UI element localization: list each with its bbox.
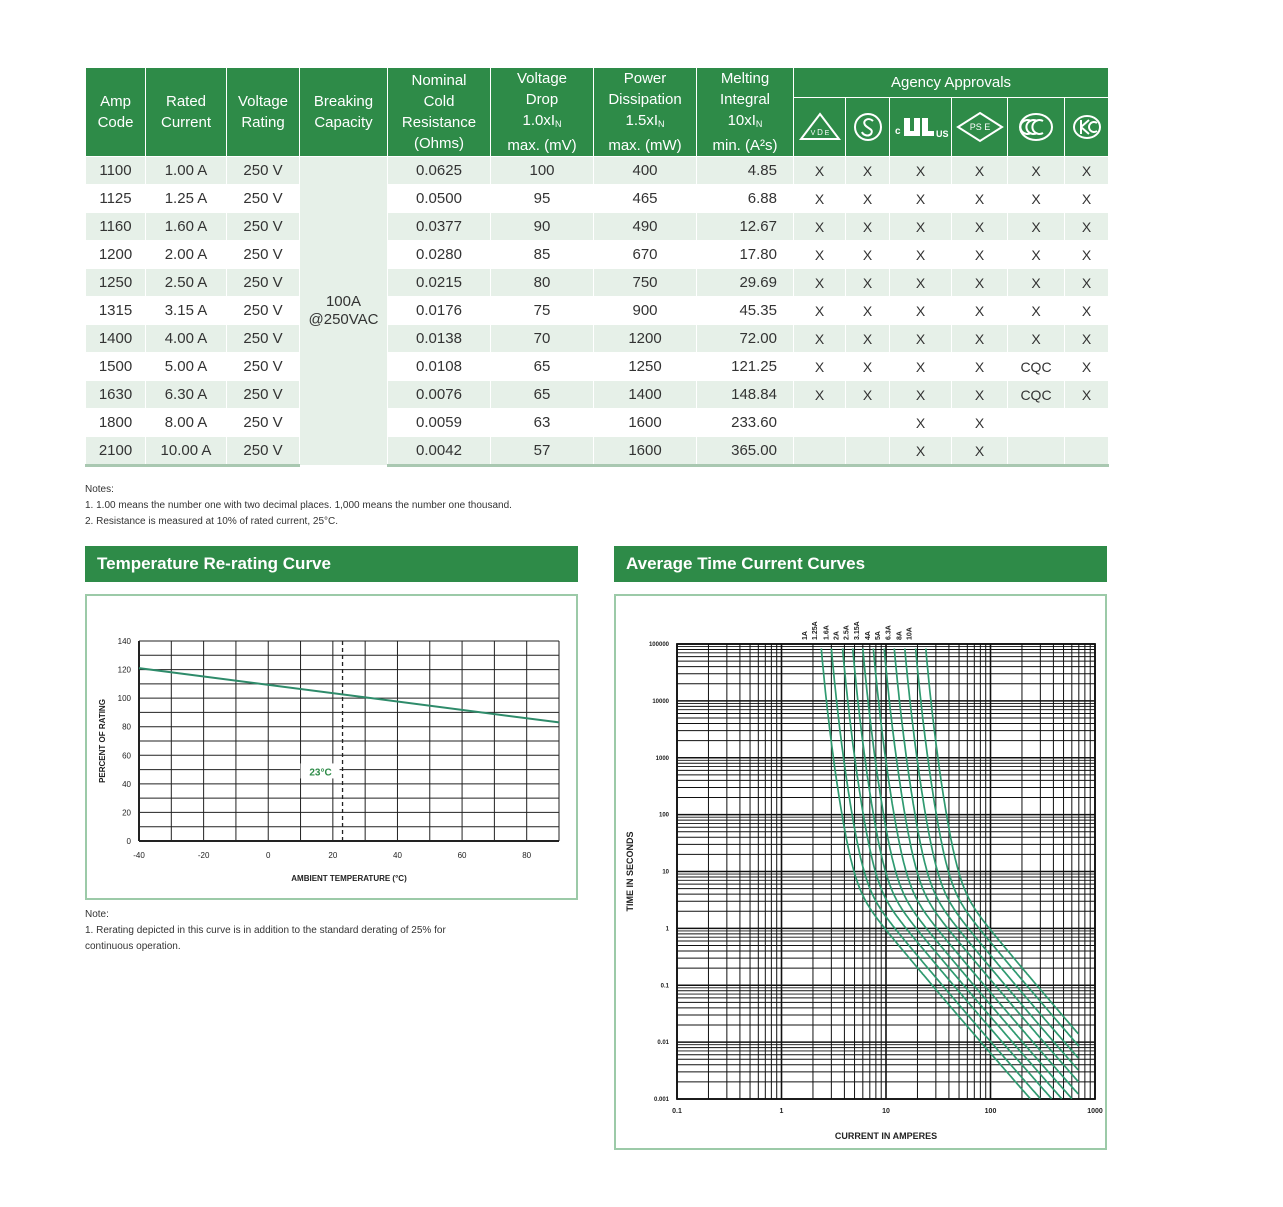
header-text: Nominal: [411, 72, 467, 89]
note-line: 1. Rerating depicted in this curve is in addition to the standard derating of 25% for: [85, 925, 446, 936]
header-text: Resistance: [401, 114, 477, 131]
cell-approval-ccc: X: [1008, 297, 1065, 325]
table-row: [86, 381, 1109, 409]
header-text: Agency Approvals: [890, 74, 1012, 92]
cell-melting-integral: 12.67: [697, 213, 794, 241]
cell-approval-vde: X: [794, 353, 846, 381]
cell-approval-ccc: X: [1008, 269, 1065, 297]
cell-power-dissipation: 465: [594, 185, 697, 213]
curve-1.6A: [843, 649, 1052, 1099]
cell-voltage-rating: 250 V: [227, 185, 300, 213]
svg-text:V: V: [810, 130, 815, 138]
vde-icon: [794, 98, 846, 157]
cell-rated-current: 5.00 A: [146, 353, 227, 381]
cell-approval-vde: [794, 437, 846, 466]
y-tick-label: 120: [117, 665, 131, 675]
timecurrent-chart: [616, 596, 1105, 1148]
cell-rated-current: 10.00 A: [146, 437, 227, 466]
cell-approval-ccc: X: [1008, 157, 1065, 185]
cell-approval-kc: X: [1065, 297, 1109, 325]
x-tick-label: 1000: [1087, 1108, 1103, 1115]
cell-voltage-rating: 250 V: [227, 353, 300, 381]
cell-approval-kc: X: [1065, 185, 1109, 213]
cell-approval-vde: X: [794, 381, 846, 409]
header-text: Drop: [525, 91, 559, 108]
series-label: 1.25A: [812, 621, 820, 640]
table-row: [86, 297, 1109, 325]
cell-amp-code: 1630: [86, 381, 146, 409]
rerating-chart: [87, 596, 576, 898]
y-tick-label: 1: [665, 926, 669, 933]
y-tick-label: 80: [122, 722, 131, 732]
cell-voltage-rating: 250 V: [227, 157, 300, 185]
cell-melting-integral: 6.88: [697, 185, 794, 213]
cell-approval-ccc: X: [1008, 241, 1065, 269]
header-text: Voltage: [237, 93, 289, 110]
header-text: Voltage: [516, 70, 568, 87]
cell-amp-code: 1500: [86, 353, 146, 381]
curve-1A: [821, 649, 1030, 1099]
ccc-icon: [1018, 111, 1054, 143]
cell-approval-vde: X: [794, 185, 846, 213]
series-label: 4A: [864, 631, 872, 640]
ul-us-text: US: [935, 129, 949, 140]
cell-approval-pse: X: [952, 437, 1008, 466]
cell-voltage-drop: 70: [491, 325, 594, 353]
cell-approval-cul-us: X: [890, 325, 952, 353]
cell-resistance: 0.0138: [388, 325, 491, 353]
table-row: [86, 213, 1109, 241]
header-subscript: N: [658, 119, 665, 129]
cell-resistance: 0.0500: [388, 185, 491, 213]
header-text: Integral: [719, 91, 771, 108]
cell-approval-pse: X: [952, 185, 1008, 213]
header-voltage-rating: [227, 68, 300, 157]
cell-amp-code: 1250: [86, 269, 146, 297]
header-text: Melting: [720, 70, 770, 87]
semko-icon: [846, 98, 890, 157]
cell-approval-vde: X: [794, 241, 846, 269]
x-tick-label: 80: [522, 851, 532, 860]
cell-approval-kc: X: [1065, 353, 1109, 381]
y-tick-label: 0.001: [653, 1097, 669, 1103]
cell-approval-pse: X: [952, 353, 1008, 381]
table-row: [86, 353, 1109, 381]
x-tick-label: 10: [882, 1108, 890, 1115]
x-axis-label: AMBIENT TEMPERATURE (°C): [291, 874, 407, 883]
cell-approval-semko: [846, 409, 890, 437]
table-row: [86, 157, 1109, 185]
cell-approval-kc: X: [1065, 157, 1109, 185]
header-text: Capacity: [314, 114, 373, 131]
note-item: 1. 1.00 means the number one with two decimal places. 1,000 means the number one thousand.: [85, 500, 512, 511]
cell-resistance: 0.0108: [388, 353, 491, 381]
cell-power-dissipation: 1600: [594, 437, 697, 466]
y-tick-label: 10000: [652, 698, 669, 705]
header-text: Current: [160, 114, 212, 131]
cell-approval-vde: X: [794, 269, 846, 297]
cell-voltage-drop: 63: [491, 409, 594, 437]
pse-icon: [952, 98, 1008, 157]
x-tick-label: 100: [984, 1108, 997, 1115]
header-power-dissipation: [594, 68, 697, 157]
breaking-capacity-text: @250VAC: [308, 311, 379, 328]
cell-voltage-rating: 250 V: [227, 381, 300, 409]
header-text-main: 1.5xI: [625, 112, 659, 129]
cell-approval-pse: X: [952, 157, 1008, 185]
cell-melting-integral: 45.35: [697, 297, 794, 325]
series-label: 10A: [906, 627, 914, 640]
cell-voltage-drop: 57: [491, 437, 594, 466]
kc-icon: [1071, 112, 1103, 142]
header-text: Breaking: [313, 93, 374, 110]
series-label: 2.5A: [843, 625, 851, 640]
header-text: [491, 110, 593, 135]
cell-approval-semko: X: [846, 325, 890, 353]
cell-rated-current: 4.00 A: [146, 325, 227, 353]
y-axis-label: TIME IN SECONDS: [625, 831, 635, 912]
cell-approval-kc: X: [1065, 241, 1109, 269]
y-tick-label: 0.01: [657, 1040, 669, 1047]
rerating-section-header: Temperature Re-rating Curve: [85, 546, 578, 582]
cell-power-dissipation: 1400: [594, 381, 697, 409]
cell-voltage-drop: 65: [491, 353, 594, 381]
spec-table: [85, 67, 1109, 467]
cell-power-dissipation: 1600: [594, 409, 697, 437]
table-row: [86, 269, 1109, 297]
y-axis-label: PERCENT OF RATING: [98, 699, 107, 783]
header-text: [697, 110, 793, 135]
cell-voltage-rating: 250 V: [227, 297, 300, 325]
rerating-curve: [139, 668, 559, 722]
header-agency-approvals: [794, 68, 1109, 98]
cell-amp-code: 1200: [86, 241, 146, 269]
header-voltage-drop: [491, 68, 594, 157]
cell-approval-pse: X: [952, 269, 1008, 297]
header-subscript: N: [755, 119, 763, 129]
series-label: 1A: [801, 631, 809, 640]
table-row: [86, 437, 1109, 466]
cell-approval-pse: X: [952, 409, 1008, 437]
x-tick-label: 1: [779, 1108, 784, 1115]
cell-resistance: 0.0280: [388, 241, 491, 269]
cell-approval-semko: [846, 437, 890, 466]
x-tick-label: 20: [328, 851, 338, 860]
cell-approval-semko: X: [846, 157, 890, 185]
x-tick-label: -40: [133, 851, 145, 860]
pse-text: PS E: [969, 122, 990, 133]
table-row: [86, 409, 1109, 437]
cell-resistance: 0.0215: [388, 269, 491, 297]
y-tick-label: 0: [126, 837, 131, 846]
ccc-icon: [1008, 98, 1065, 157]
cell-power-dissipation: 900: [594, 297, 697, 325]
cell-approval-kc: [1065, 409, 1109, 437]
cell-power-dissipation: 750: [594, 269, 697, 297]
cell-approval-kc: X: [1065, 213, 1109, 241]
y-tick-label: 100: [658, 812, 669, 819]
cell-approval-ccc: CQC: [1008, 353, 1065, 381]
vde-icon: [799, 112, 841, 142]
header-subscript: N: [555, 119, 562, 129]
cell-approval-pse: X: [952, 241, 1008, 269]
note-item: 2. Resistance is measured at 10% of rated current, 25°C.: [85, 516, 339, 527]
cell-melting-integral: 17.80: [697, 241, 794, 269]
y-tick-label: 1000: [655, 755, 669, 762]
table-row: [86, 241, 1109, 269]
x-tick-label: 0: [266, 851, 271, 860]
cell-power-dissipation: 1200: [594, 325, 697, 353]
cell-resistance: 0.0059: [388, 409, 491, 437]
spec-table-body: [86, 157, 1109, 466]
cell-approval-kc: [1065, 437, 1109, 466]
cell-approval-ccc: [1008, 437, 1065, 466]
cell-voltage-rating: 250 V: [227, 269, 300, 297]
cell-approval-cul-us: X: [890, 297, 952, 325]
y-tick-label: 100: [117, 694, 131, 704]
header-text: Power: [623, 70, 667, 87]
cell-rated-current: 2.00 A: [146, 241, 227, 269]
rerating-chart-box: [85, 594, 578, 900]
cell-melting-integral: 148.84: [697, 381, 794, 409]
header-text: Dissipation: [608, 91, 682, 108]
cell-approval-ccc: [1008, 409, 1065, 437]
cell-amp-code: 1125: [86, 185, 146, 213]
cell-voltage-drop: 85: [491, 241, 594, 269]
cell-approval-pse: X: [952, 381, 1008, 409]
table-row: [86, 185, 1109, 213]
cell-approval-semko: X: [846, 297, 890, 325]
semko-icon: [852, 111, 884, 143]
header-melting-integral: [697, 68, 794, 157]
cell-amp-code: 1400: [86, 325, 146, 353]
cell-approval-cul-us: X: [890, 269, 952, 297]
notes-title: Notes:: [85, 484, 114, 495]
cell-rated-current: 1.60 A: [146, 213, 227, 241]
cul-us-icon: [890, 98, 952, 157]
cell-resistance: 0.0176: [388, 297, 491, 325]
cell-breaking-capacity: [300, 157, 388, 466]
annotation-label: 23°C: [309, 767, 332, 779]
cell-melting-integral: 29.69: [697, 269, 794, 297]
table-notes: [85, 482, 512, 530]
x-tick-label: -20: [197, 851, 210, 860]
cell-voltage-drop: 100: [491, 157, 594, 185]
cell-melting-integral: 121.25: [697, 353, 794, 381]
header-text: (Ohms): [414, 135, 464, 152]
cell-approval-vde: [794, 409, 846, 437]
cell-amp-code: 1315: [86, 297, 146, 325]
cell-approval-semko: X: [846, 213, 890, 241]
table-row: [86, 325, 1109, 353]
cell-voltage-drop: 90: [491, 213, 594, 241]
cell-rated-current: 1.00 A: [146, 157, 227, 185]
cell-approval-ccc: X: [1008, 325, 1065, 353]
cell-approval-ccc: X: [1008, 213, 1065, 241]
cell-approval-kc: X: [1065, 325, 1109, 353]
header-breaking-capacity: [300, 68, 388, 157]
cell-melting-integral: 72.00: [697, 325, 794, 353]
header-text: max. (mV): [507, 137, 577, 154]
ul-c-text: c: [894, 126, 901, 138]
cell-approval-vde: X: [794, 297, 846, 325]
series-label: 1.6A: [823, 625, 831, 640]
cell-rated-current: 2.50 A: [146, 269, 227, 297]
cell-power-dissipation: 490: [594, 213, 697, 241]
cell-voltage-drop: 80: [491, 269, 594, 297]
timecurrent-section-header: Average Time Current Curves: [614, 546, 1107, 582]
cell-approval-ccc: CQC: [1008, 381, 1065, 409]
header-text-main: 1.0xI: [522, 112, 556, 129]
curve-2A: [853, 649, 1062, 1099]
cell-melting-integral: 365.00: [697, 437, 794, 466]
cell-approval-cul-us: X: [890, 437, 952, 466]
cell-approval-semko: X: [846, 353, 890, 381]
pse-icon: [956, 111, 1004, 143]
cell-voltage-drop: 65: [491, 381, 594, 409]
rerating-note: [85, 907, 446, 955]
cell-approval-vde: X: [794, 325, 846, 353]
timecurrent-chart-box: [614, 594, 1107, 1150]
series-label: 8A: [896, 631, 904, 640]
cell-approval-semko: X: [846, 185, 890, 213]
series-label: 3.15A: [853, 621, 861, 640]
cell-amp-code: 1800: [86, 409, 146, 437]
header-amp-code: [86, 68, 146, 157]
y-tick-label: 140: [117, 637, 131, 646]
cell-resistance: 0.0625: [388, 157, 491, 185]
cell-rated-current: 1.25 A: [146, 185, 227, 213]
cell-voltage-rating: 250 V: [227, 409, 300, 437]
cell-approval-cul-us: X: [890, 409, 952, 437]
cell-power-dissipation: 1250: [594, 353, 697, 381]
cell-rated-current: 3.15 A: [146, 297, 227, 325]
header-text: Rating: [241, 114, 285, 131]
cell-approval-cul-us: X: [890, 213, 952, 241]
series-label: 5A: [874, 631, 882, 640]
cell-resistance: 0.0377: [388, 213, 491, 241]
header-text: max. (mW): [608, 137, 682, 154]
cell-voltage-drop: 95: [491, 185, 594, 213]
header-text: Cold: [423, 93, 455, 110]
cell-approval-vde: X: [794, 157, 846, 185]
y-tick-label: 60: [122, 751, 131, 761]
x-tick-label: 60: [457, 851, 467, 860]
cell-approval-kc: X: [1065, 269, 1109, 297]
cell-power-dissipation: 400: [594, 157, 697, 185]
header-text: [594, 110, 696, 135]
svg-text:D: D: [816, 128, 823, 138]
cell-resistance: 0.0042: [388, 437, 491, 466]
cell-amp-code: 2100: [86, 437, 146, 466]
cell-rated-current: 8.00 A: [146, 409, 227, 437]
cell-melting-integral: 233.60: [697, 409, 794, 437]
x-tick-label: 0.1: [672, 1108, 682, 1115]
cell-amp-code: 1160: [86, 213, 146, 241]
x-axis-label: CURRENT IN AMPERES: [834, 1131, 938, 1141]
y-tick-label: 10: [662, 869, 669, 876]
breaking-capacity-text: 100A: [325, 293, 362, 310]
cell-voltage-rating: 250 V: [227, 241, 300, 269]
cell-approval-semko: X: [846, 241, 890, 269]
y-tick-label: 40: [122, 779, 131, 789]
cell-approval-kc: X: [1065, 381, 1109, 409]
cell-approval-semko: X: [846, 269, 890, 297]
cell-voltage-rating: 250 V: [227, 213, 300, 241]
y-tick-label: 100000: [648, 642, 669, 648]
y-tick-label: 0.1: [660, 983, 669, 990]
header-text: Rated: [165, 93, 207, 110]
cell-voltage-drop: 75: [491, 297, 594, 325]
cell-approval-cul-us: X: [890, 185, 952, 213]
cul-us-icon: [892, 112, 950, 142]
cell-approval-semko: X: [846, 381, 890, 409]
cell-resistance: 0.0076: [388, 381, 491, 409]
cell-approval-cul-us: X: [890, 157, 952, 185]
note-line: continuous operation.: [85, 941, 181, 952]
cell-approval-pse: X: [952, 325, 1008, 353]
cell-melting-integral: 4.85: [697, 157, 794, 185]
header-text-main: 10xI: [727, 112, 756, 129]
note-title: Note:: [85, 909, 109, 920]
cell-amp-code: 1100: [86, 157, 146, 185]
cell-approval-pse: X: [952, 213, 1008, 241]
cell-voltage-rating: 250 V: [227, 325, 300, 353]
header-text: Amp: [100, 93, 131, 110]
cell-approval-cul-us: X: [890, 241, 952, 269]
y-tick-label: 20: [122, 808, 131, 818]
cell-approval-ccc: X: [1008, 185, 1065, 213]
cell-power-dissipation: 670: [594, 241, 697, 269]
x-tick-label: 40: [393, 851, 402, 860]
cell-voltage-rating: 250 V: [227, 437, 300, 466]
series-label: 6.3A: [885, 625, 893, 640]
cell-approval-pse: X: [952, 297, 1008, 325]
kc-icon: [1065, 98, 1109, 157]
header-text: Code: [97, 114, 134, 131]
cell-approval-cul-us: X: [890, 353, 952, 381]
header-rated-current: [146, 68, 227, 157]
cell-approval-cul-us: X: [890, 381, 952, 409]
cell-approval-vde: X: [794, 213, 846, 241]
header-text: min. (A²s): [712, 137, 778, 154]
cell-rated-current: 6.30 A: [146, 381, 227, 409]
series-label: 2A: [833, 631, 841, 640]
svg-text:E: E: [824, 130, 829, 138]
header-resistance: [388, 68, 491, 157]
